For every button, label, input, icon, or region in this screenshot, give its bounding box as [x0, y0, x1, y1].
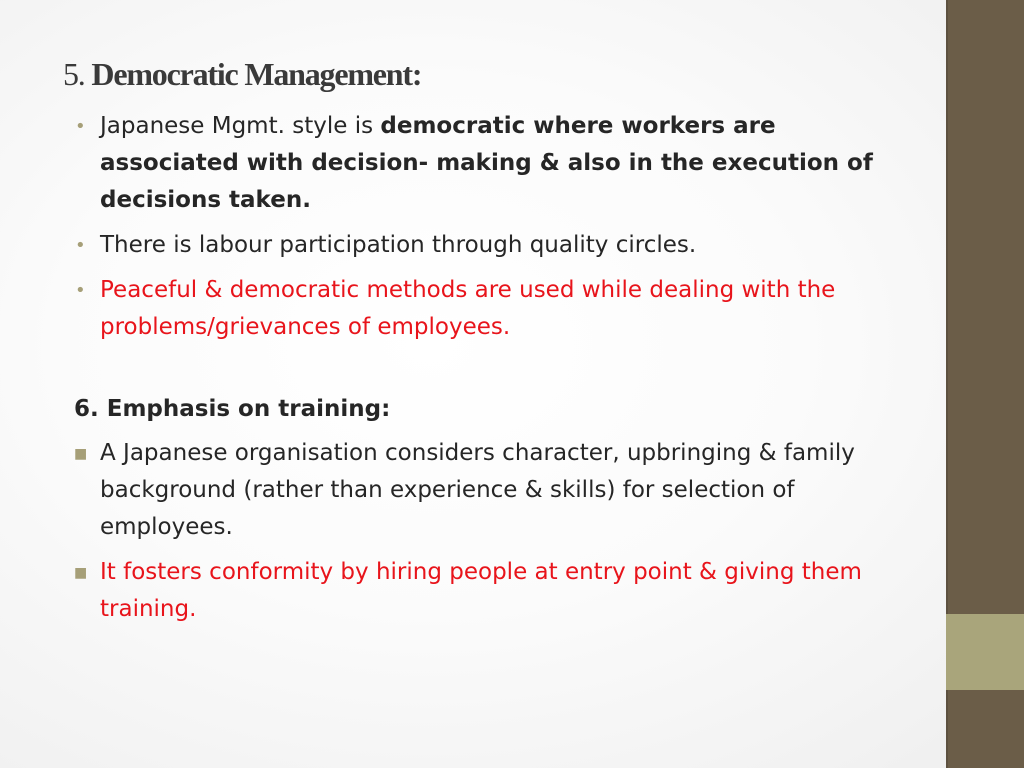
round-bullet-icon: •	[75, 116, 86, 137]
slide-heading	[63, 56, 421, 93]
heading-number: 5.	[63, 56, 92, 92]
round-bullet-icon: •	[75, 280, 86, 301]
side-bar-accent	[946, 614, 1024, 690]
list-item	[73, 108, 873, 219]
slide-content	[73, 108, 873, 636]
item-text: It fosters conformity by hiring people at entry point & giving them training.	[100, 559, 862, 622]
list-item-highlighted	[73, 554, 873, 628]
list-item	[73, 435, 873, 546]
heading-title: Democratic Management:	[91, 56, 422, 92]
item-text: There is labour participation through quality circles.	[100, 232, 697, 258]
section-2-list	[73, 435, 873, 628]
item-text: Peaceful & democratic methods are used while dealing with the problems/grievances of employees.	[100, 277, 836, 340]
side-bar	[946, 0, 1024, 768]
list-item-highlighted	[73, 272, 873, 346]
item-bold-text: democratic where workers are associated with decision- making & also in the execution of decisions taken.	[100, 113, 873, 213]
square-bullet-icon: ■	[74, 565, 88, 581]
square-bullet-icon: ■	[74, 446, 88, 462]
section-1-list	[73, 108, 873, 346]
list-item	[73, 227, 873, 264]
section-2-heading: 6. Emphasis on training:	[74, 396, 391, 422]
item-text: A Japanese organisation considers character, upbringing & family background (rather than experience & skills) for selection of employees.	[100, 440, 855, 540]
item-text: Japanese Mgmt. style is	[100, 113, 381, 139]
round-bullet-icon: •	[75, 235, 86, 256]
